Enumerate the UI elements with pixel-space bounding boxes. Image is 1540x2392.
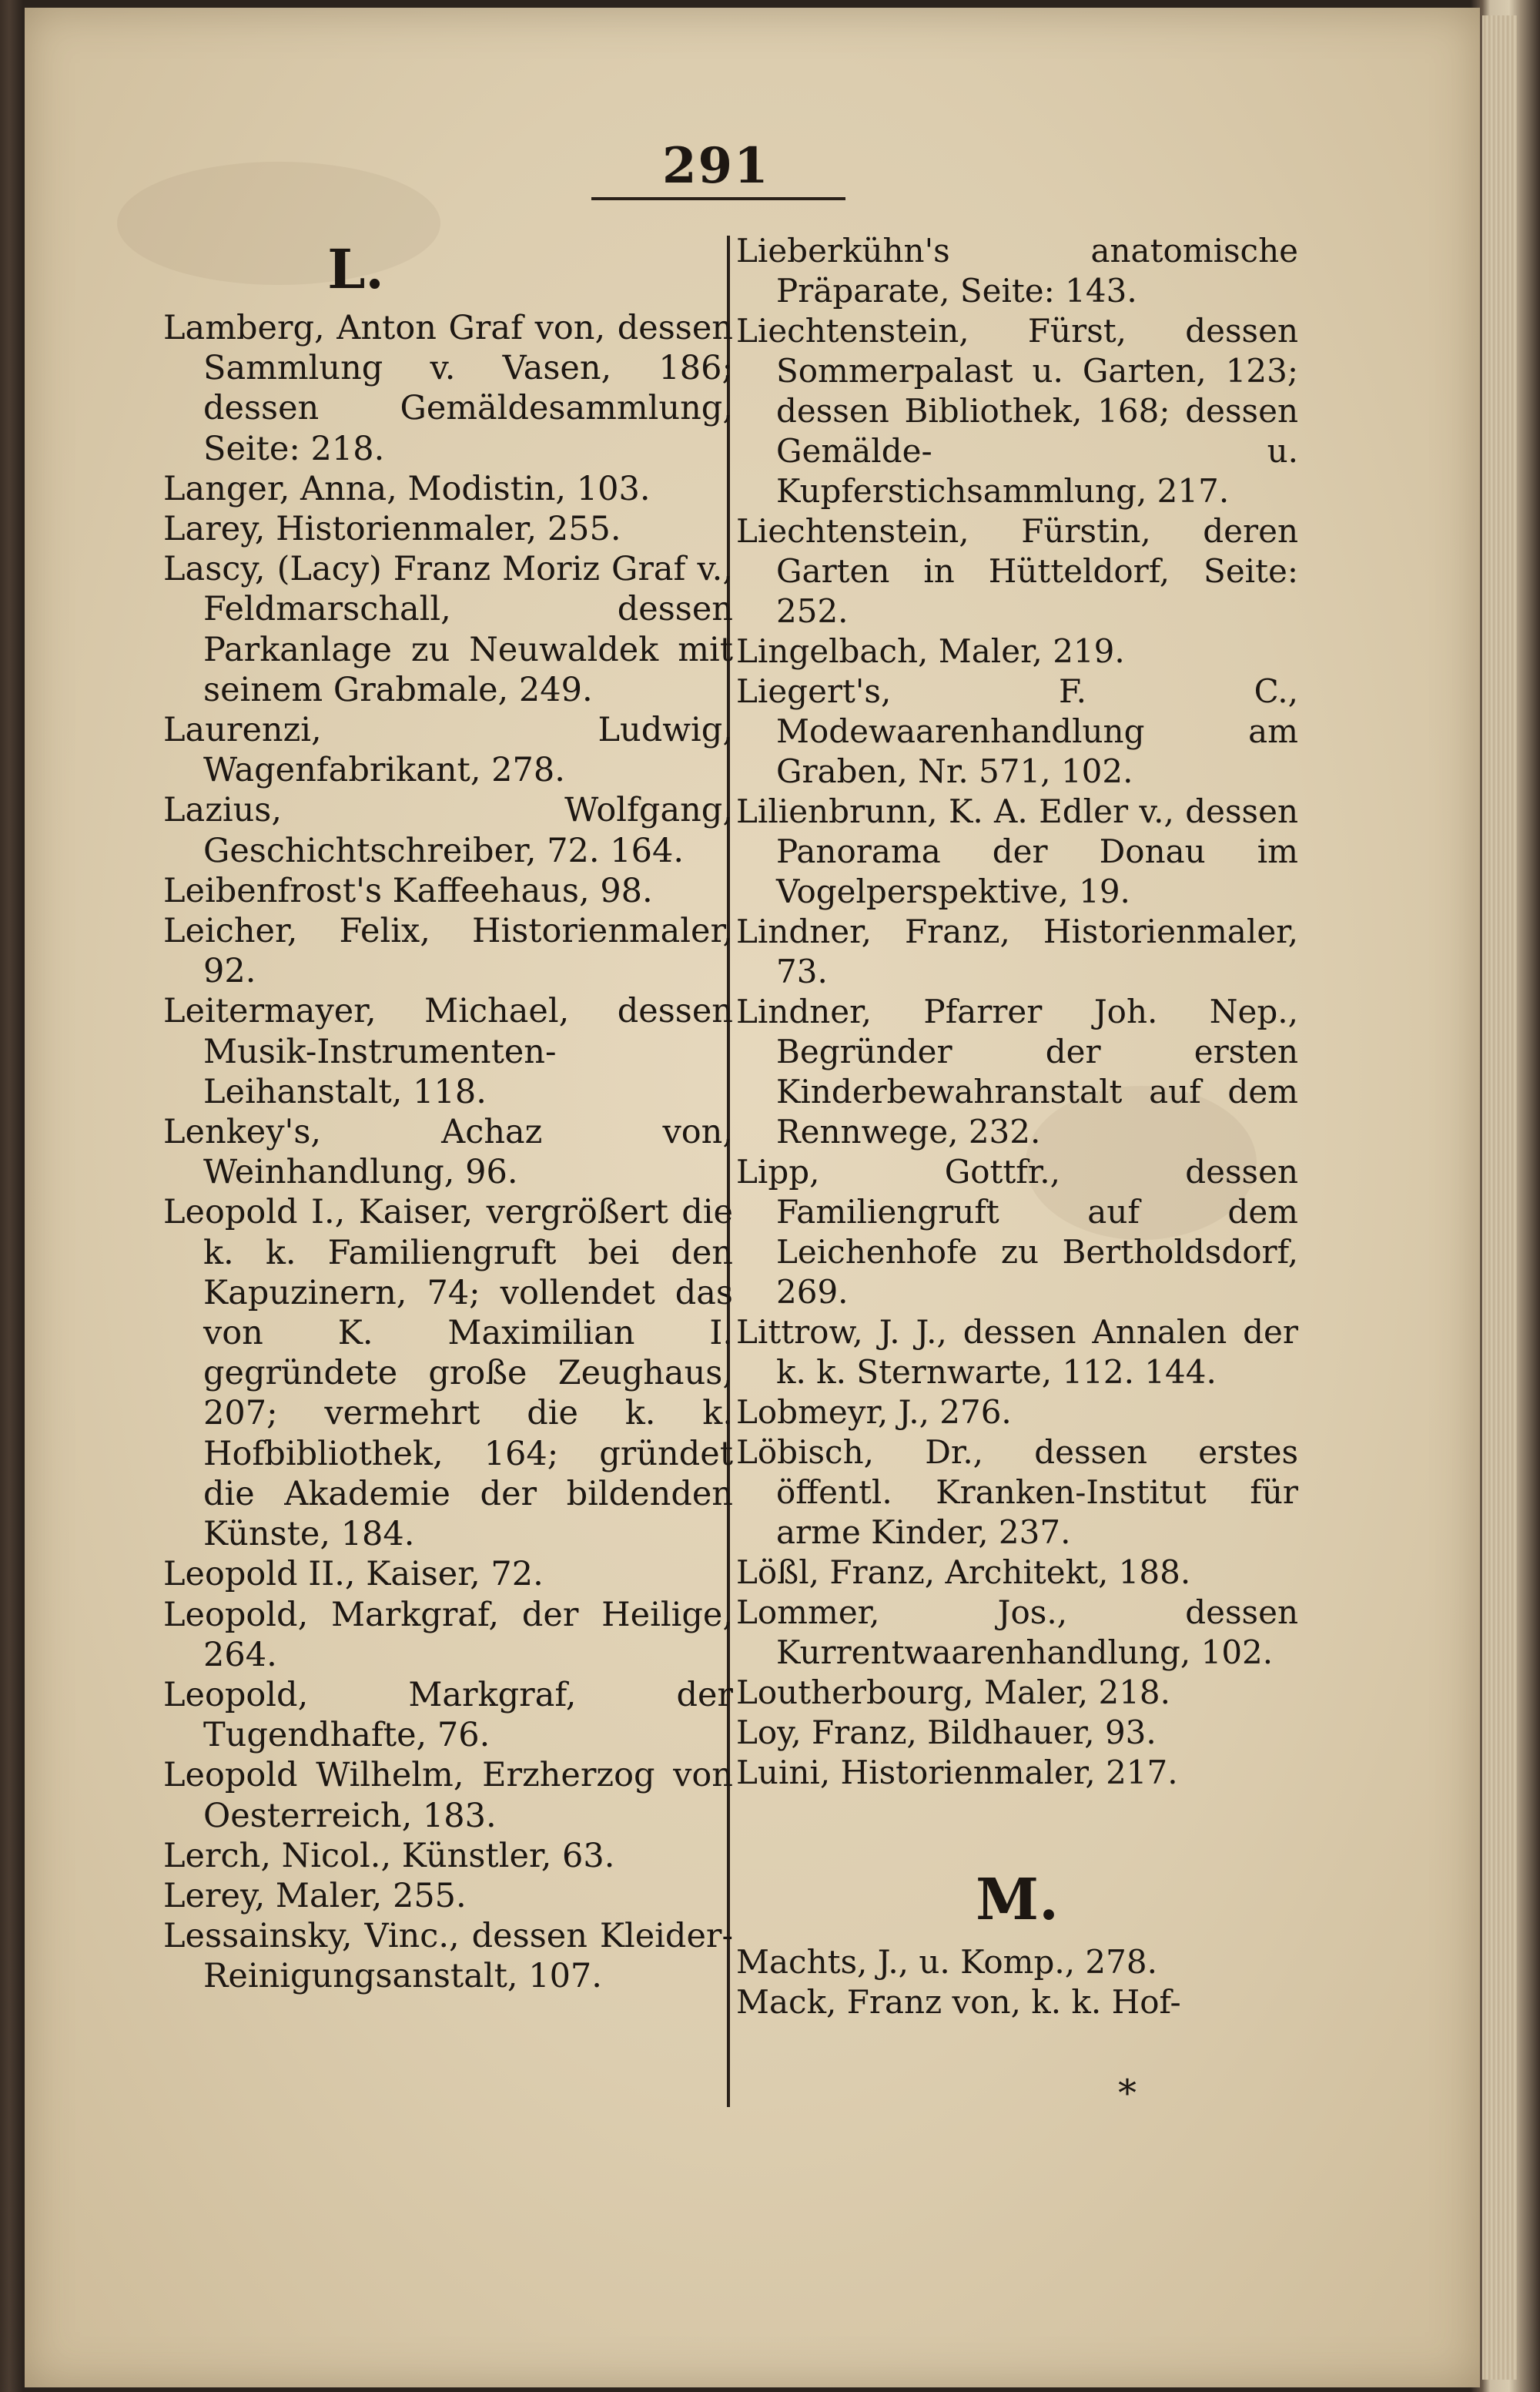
left-column — [163, 231, 733, 1997]
index-entry: Leibenfrost's Kaffeehaus, 98. — [163, 871, 653, 910]
section-spacer — [736, 1793, 1298, 1858]
right-column — [736, 231, 1298, 2022]
section-heading-m: M. — [976, 1867, 1059, 1933]
index-entry: Löbisch, Dr., dessen erstes öffentl. Kranken-Institut für arme Kinder, 237. — [736, 1433, 1298, 1551]
index-entry-list — [163, 308, 733, 1997]
index-entry: Leopold, Markgraf, der Tugendhafte, 76. — [163, 1675, 733, 1755]
index-entry-list — [736, 1942, 1298, 2022]
index-entry: Leicher, Felix, Historienmaler, 92. — [163, 912, 733, 991]
index-entry: Luini, Historienmaler, 217. — [736, 1754, 1178, 1791]
index-entry: Lerch, Nicol., Künstler, 63. — [163, 1836, 615, 1875]
index-entry: Leopold I., Kaiser, vergrößert die k. k. Familiengruft bei den Kapuzinern, 74; vollendet das von K. Maximilian I. gegründete große Zeughaus, 207; vermehrt die k. k. Hofbibliothek, 164; gründet die Akademie der bildenden Künste, 184. — [163, 1193, 733, 1554]
index-entry: Lilienbrunn, K. A. Edler v., dessen Panorama der Donau im Vogelperspektive, 19. — [736, 792, 1298, 910]
index-entry: Mack, Franz von, k. k. Hof- — [736, 1983, 1181, 2021]
page-number: 291 — [662, 137, 770, 195]
index-entry: Loy, Franz, Bildhauer, 93. — [736, 1714, 1157, 1751]
index-entry: Lazius, Wolfgang, Geschichtschreiber, 72. 164. — [163, 791, 733, 870]
index-entry: Lessainsky, Vinc., dessen Kleider-Reinigungsanstalt, 107. — [163, 1917, 733, 1996]
index-entry: Lamberg, Anton Graf von, dessen Sammlung v. Vasen, 186; dessen Gemäldesammlung, Seite: 218. — [163, 309, 733, 468]
signature-mark: * — [1118, 2072, 1137, 2115]
index-entry: Leopold Wilhelm, Erzherzog von Oesterreich, 183. — [163, 1756, 733, 1835]
index-entry: Larey, Historienmaler, 255. — [163, 510, 621, 549]
index-entry: Leitermayer, Michael, dessen Musik-Instrumenten-Leihanstalt, 118. — [163, 992, 733, 1111]
index-entry: Leopold, Markgraf, der Heilige, 264. — [163, 1595, 733, 1674]
index-entry: Lindner, Franz, Historienmaler, 73. — [736, 913, 1298, 990]
index-entry: Leopold II., Kaiser, 72. — [163, 1555, 544, 1594]
header-rule — [591, 197, 845, 200]
index-entry: Littrow, J. J., dessen Annalen der k. k. Sternwarte, 112. 144. — [736, 1313, 1298, 1391]
index-entry: Laurenzi, Ludwig, Wagenfabrikant, 278. — [163, 711, 733, 790]
index-entry: Liechtenstein, Fürstin, deren Garten in Hütteldorf, Seite: 252. — [736, 512, 1298, 630]
page-edges — [1482, 15, 1517, 2380]
index-entry: Lerey, Maler, 255. — [163, 1876, 467, 1915]
index-entry: Lieberkühn's anatomische Präparate, Seite: 143. — [736, 232, 1298, 310]
index-entry: Lobmeyr, J., 276. — [736, 1393, 1012, 1431]
index-entry: Langer, Anna, Modistin, 103. — [163, 469, 651, 508]
index-entry: Lascy, (Lacy) Franz Moriz Graf v., Feldmarschall, dessen Parkanlage zu Neuwaldek mit seinem Grabmale, 249. — [163, 550, 733, 709]
index-entry: Liegert's, F. C., Modewaarenhandlung am Graben, Nr. 571, 102. — [736, 672, 1298, 790]
index-entry: Lommer, Jos., dessen Kurrentwaarenhandlung, 102. — [736, 1593, 1298, 1671]
index-entry: Lipp, Gottfr., dessen Familiengruft auf dem Leichenhofe zu Bertholdsdorf, 269. — [736, 1153, 1298, 1311]
index-entry: Machts, J., u. Komp., 278. — [736, 1943, 1157, 1981]
index-entry: Lingelbach, Maler, 219. — [736, 632, 1125, 670]
index-entry-list — [736, 231, 1298, 1793]
section-heading-l: L. — [327, 237, 384, 301]
index-entry: Lindner, Pfarrer Joh. Nep., Begründer der ersten Kinderbewahranstalt auf dem Rennwege, 232. — [736, 993, 1298, 1151]
index-entry: Loutherbourg, Maler, 218. — [736, 1673, 1170, 1711]
index-entry: Lößl, Franz, Architekt, 188. — [736, 1553, 1191, 1591]
index-entry: Liechtenstein, Fürst, dessen Sommerpalast u. Garten, 123; dessen Bibliothek, 168; dessen Gemälde- u. Kupferstichsammlung, 217. — [736, 312, 1298, 510]
index-entry: Lenkey's, Achaz von, Weinhandlung, 96. — [163, 1113, 733, 1192]
